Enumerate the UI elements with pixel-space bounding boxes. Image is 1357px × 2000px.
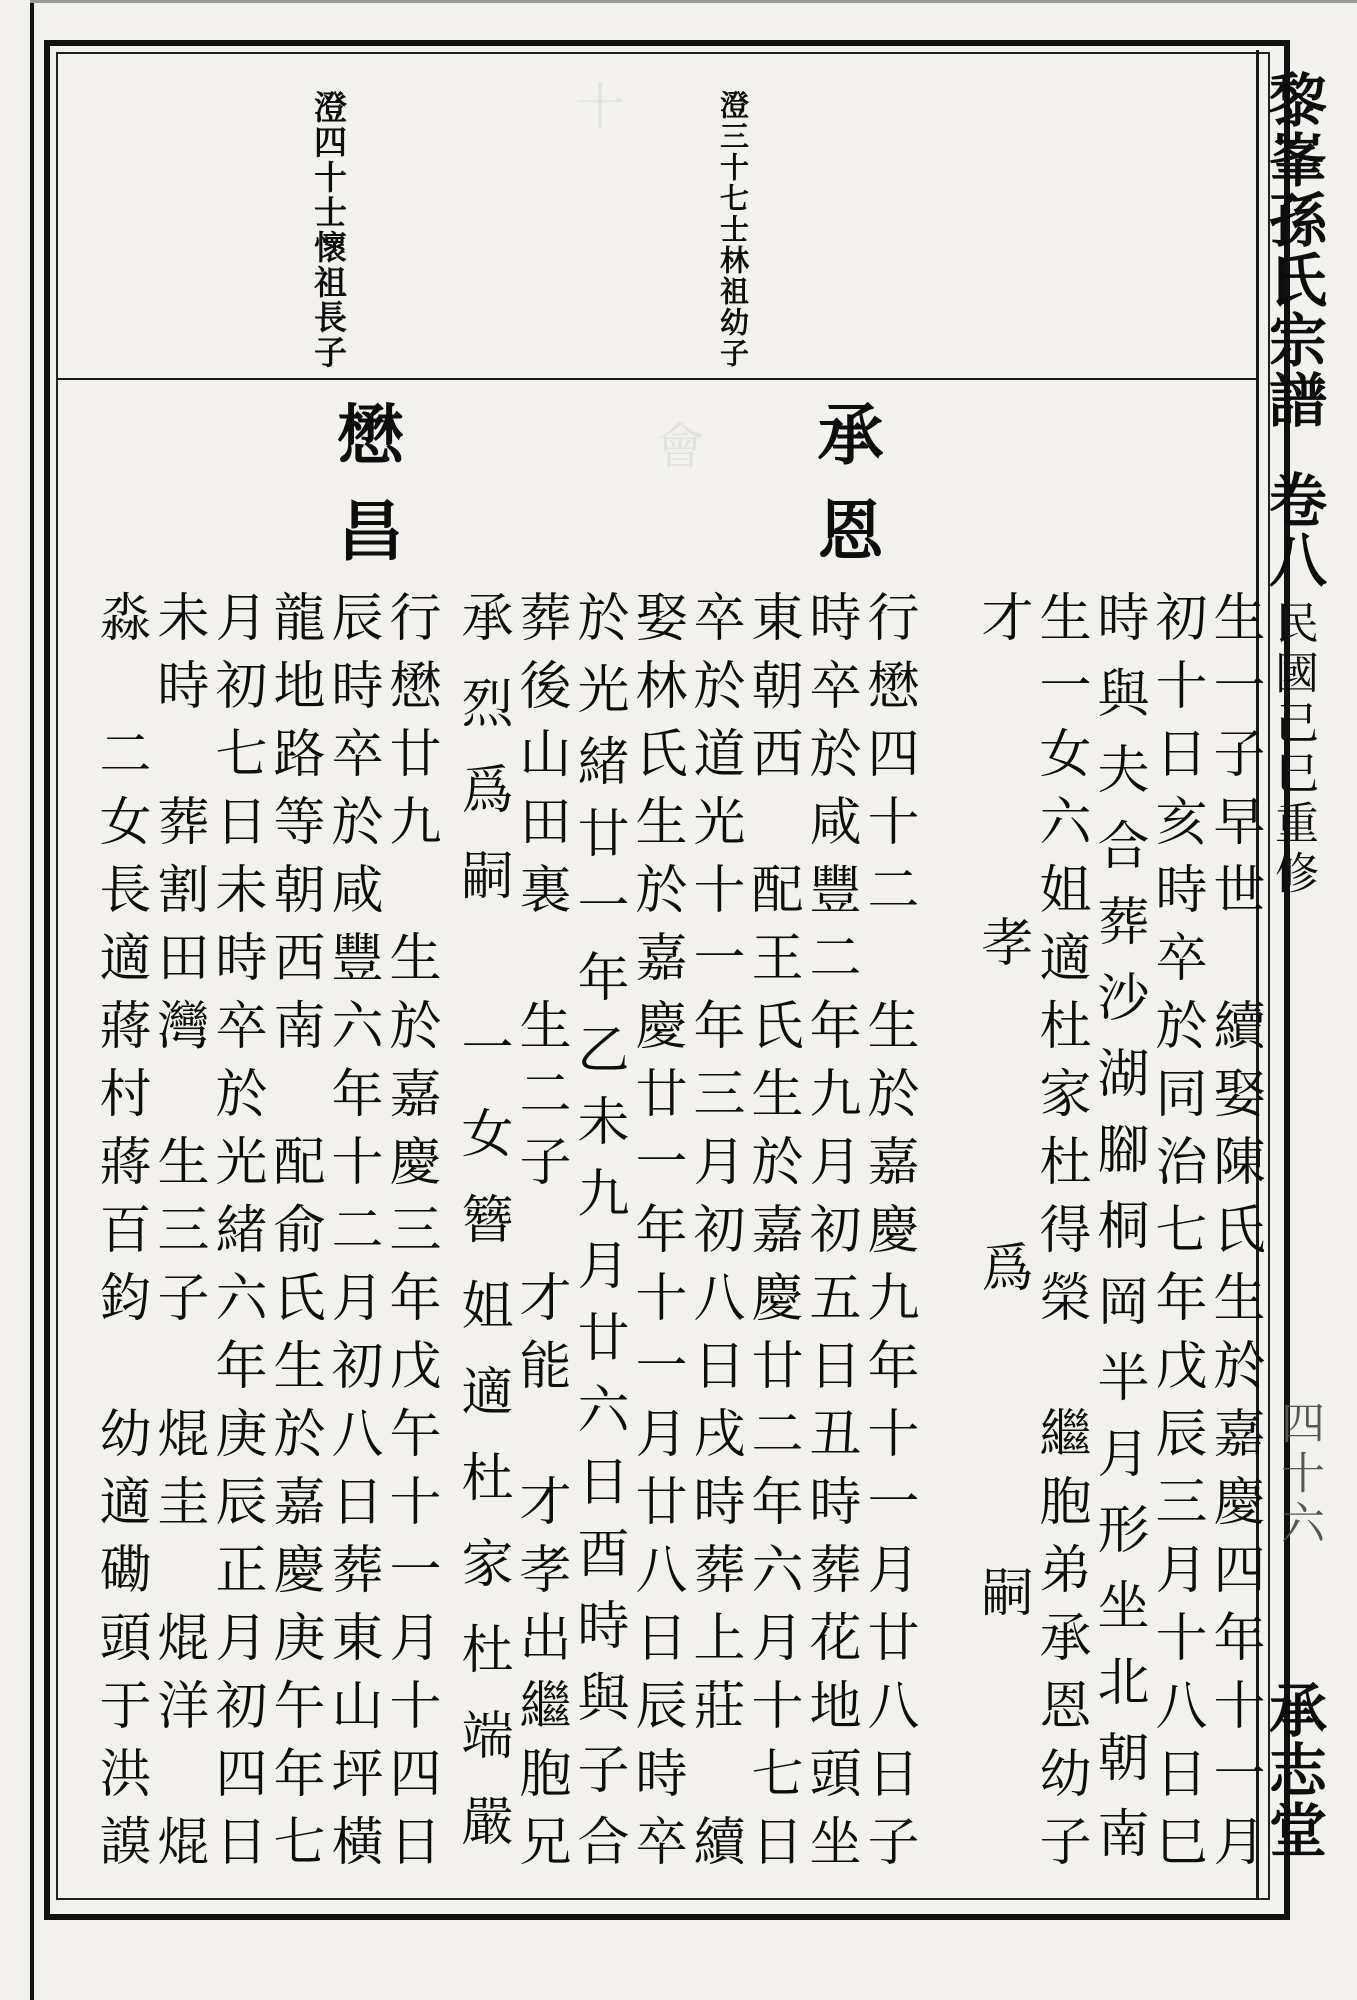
biography-line: 月初七日未時卒於光緒六年庚辰正月初四日 [206,590,266,1882]
page-top-edge [30,0,1357,3]
biography-line: 初十日亥時卒於同治七年戊辰三月十八日巳 [1146,590,1206,1882]
upper-entry: 澄三十七士林祖幼子 [716,90,750,369]
biography-line: 未時 葬割田灣 生三子 焜圭 焜洋 焜 [148,590,208,1882]
biography-line: 生一女六姐適杜家杜得榮 繼胞弟承恩幼子 [1030,590,1090,1882]
biography-line: 娶林氏生於嘉慶廿一年十一月廿八日辰時卒 [626,590,686,1882]
margin-edition: 民國己巳重修 [1267,600,1318,900]
margin-page-number: 四十六 [1273,1400,1324,1550]
biography-line: 時卒於咸豐二年九月初五日丑時葬花地頭坐 [800,590,860,1882]
biography-line: 於光緒廿一年乙未九月廿六日酉時與子合 [568,590,628,1886]
biography-line: 才孝爲嗣 [972,590,1032,1890]
biography-line: 時與夫合葬沙湖腳桐岡半月形坐北朝南 [1088,590,1148,1882]
person-name: 承恩 [806,400,884,592]
biography-line: 生一子早世 續娶陳氏生於嘉慶四年十一月 [1204,590,1264,1882]
page-left-edge [30,0,34,2000]
biography-line: 淼 二女長適蔣村蔣百鈞 幼適磡頭于洪謨 [90,590,150,1882]
biography-line: 龍地路等朝西南 配俞氏生於嘉慶庚午年七 [264,590,324,1882]
margin-book-title: 黎峯孫氏宗譜 [1259,70,1327,430]
biography-line: 卒於道光十一年三月初八日戌時葬上莊 續 [684,590,744,1882]
person-name: 懋昌 [326,400,404,592]
register-divider [58,378,1256,380]
biography-line: 承烈爲嗣 一女簪姐適杜家杜端嚴 [452,590,512,1880]
biography-line: 葬後山田裏 生二子 才能 才孝出繼胞兄 [510,590,570,1882]
margin-hall-name: 承志堂 [1259,1680,1327,1860]
biography-line: 東朝西 配王氏生於嘉慶廿二年六月十七日 [742,590,802,1882]
biography-line: 辰時卒於咸豐六年十二月初八日葬東山坪橫 [322,590,382,1882]
show-through-text: 十 [567,80,625,130]
biography-line: 行懋四十二 生於嘉慶九年十一月廿八日子 [858,590,918,1882]
biography-line: 行懋廿九 生於嘉慶三年戊午十一月十四日 [380,590,440,1882]
margin-volume: 卷八 [1259,470,1327,590]
upper-entry: 澄四十士懷祖長子 [309,90,348,370]
show-through-text: 會 [647,420,705,470]
